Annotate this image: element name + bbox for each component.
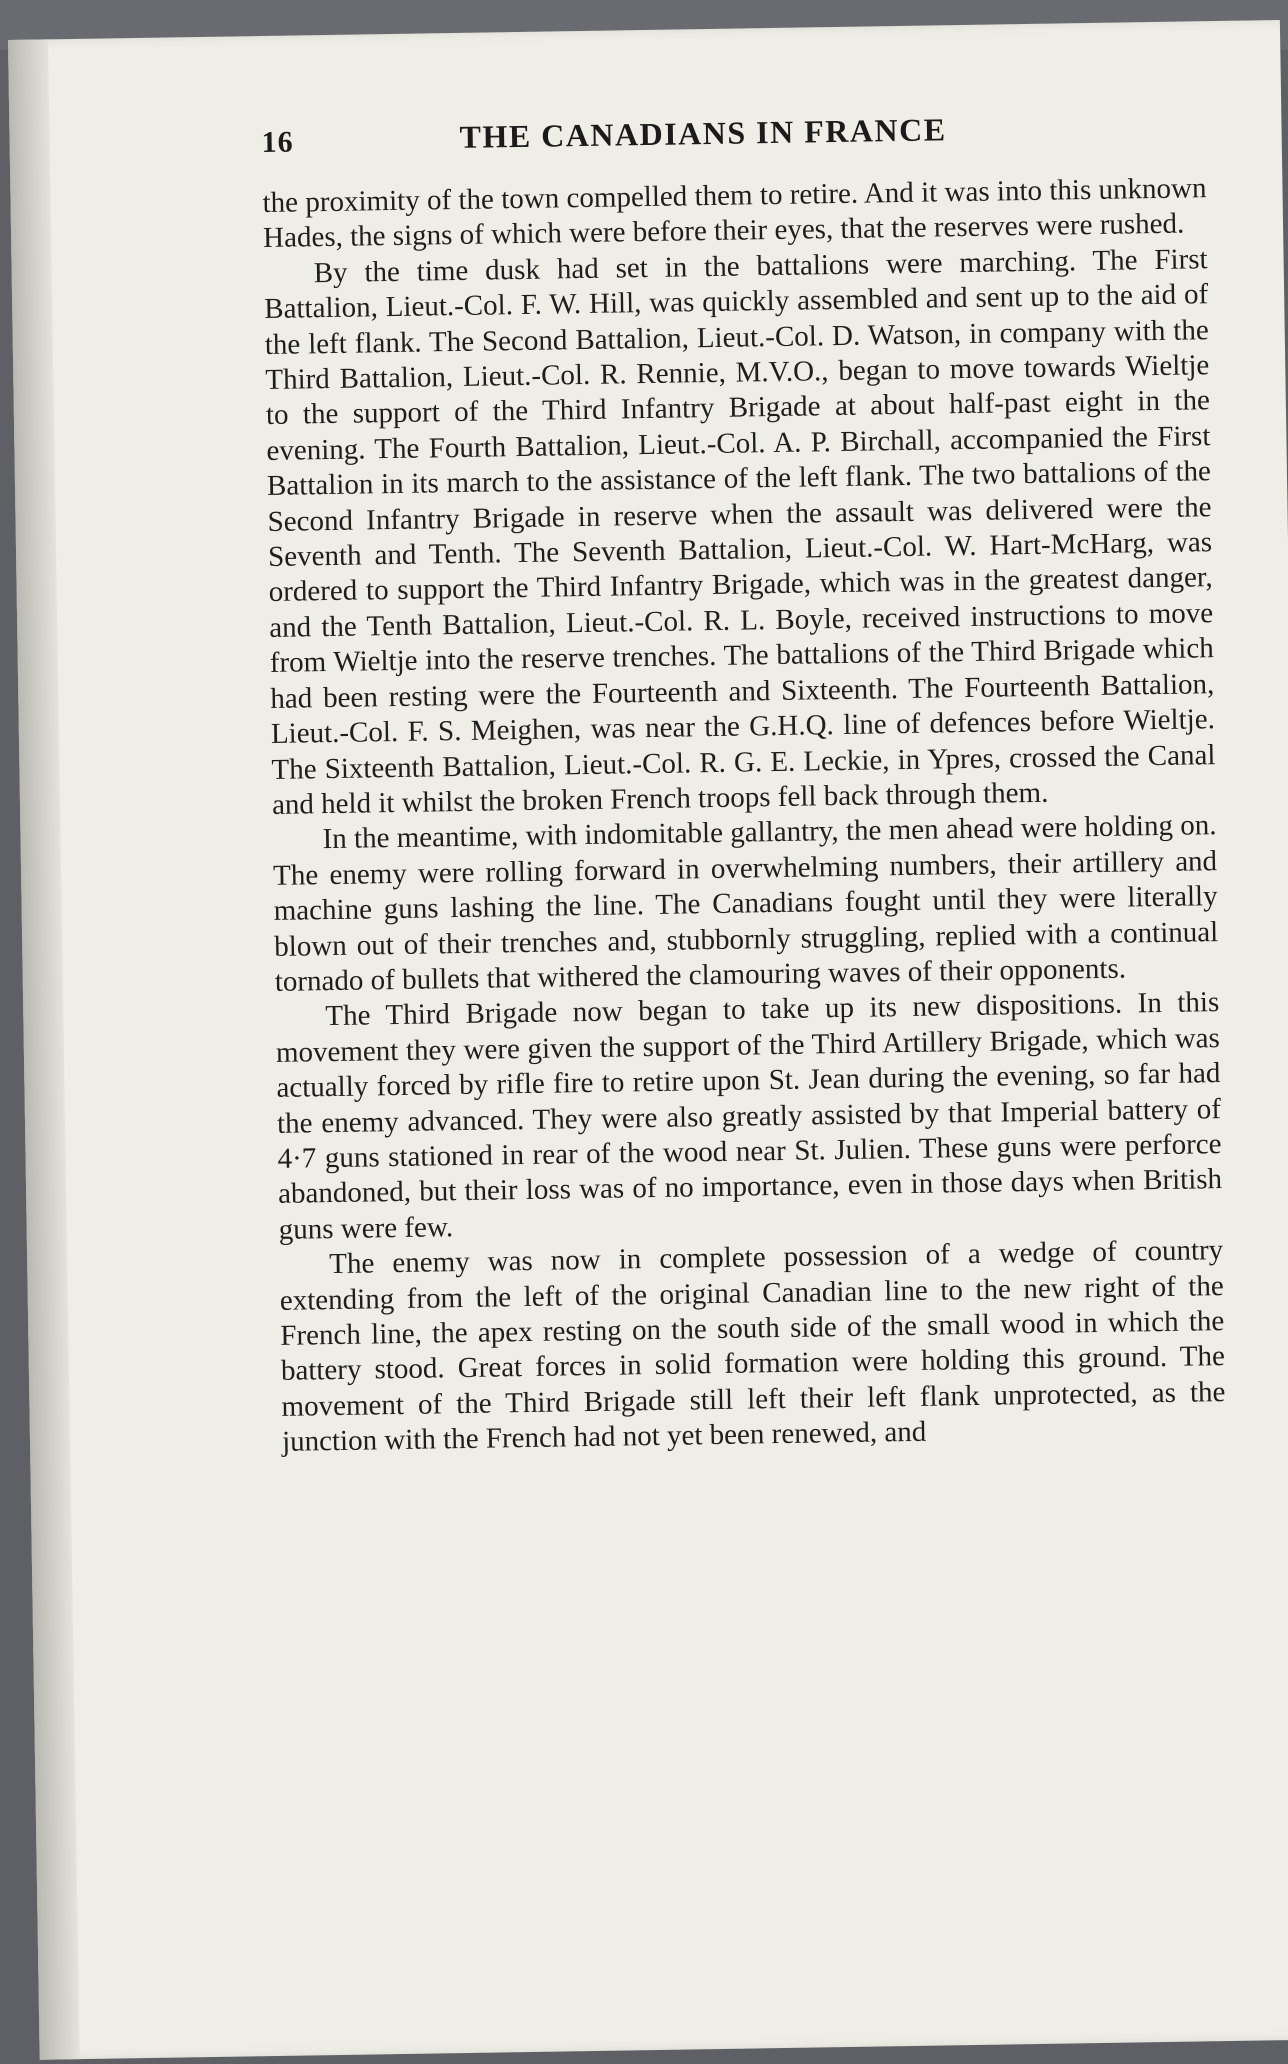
book-page [8,20,1288,2060]
body-text [262,171,1226,1460]
paragraph-enemy-wedge: The enemy was now in complete possession of a wedge of country extending from the left of the original Canadian line to the new right of the French line, the apex resting on the south side of the small wood in which the battery stood. Great forces in solid formation were holding this ground. The movement of the Third Brigade still left their left flank unprotected, as the junction with the French had not yet been renewed, and [279,1234,1226,1459]
running-head [261,99,1206,174]
paragraph-battalions: By the time dusk had set in the battalions were marching. The First Battalion, Lieut.-Col. F. W. Hill, was quickly assembled and sent up to the aid of the left flank. The Second Battalion, Lieut.-Col. D. Watson, in company with the Third Battalion, Lieut.-Col. R. Rennie, M.V.O., began to move towards Wieltje to the support of the Third Infantry Brigade at about half-past eight in the evening. The Fourth Battalion, Lieut.-Col. A. P. Birchall, accompanied the First Battalion in its march to the assistance of the left flank. The two battalions of the Second Infantry Brigade in reserve when the assault was delivered were the Seventh and Tenth. The Seventh Battalion, Lieut.-Col. W. Hart-McHarg, was ordered to support the Third Infantry Brigade, which was in the greatest danger, and the Tenth Battalion, Lieut.-Col. R. L. Boyle, received instructions to move from Wieltje into the reserve trenches. The battalions of the Third Brigade which had been resting were the Fourteenth and Sixteenth. The Fourteenth Battalion, Lieut.-Col. F. S. Meighen, was near the G.H.Q. line of defences before Wieltje. The Sixteenth Battalion, Lieut.-Col. R. G. E. Leckie, in Ypres, crossed the Canal and held it whilst the broken French troops fell back through them. [264,242,1216,821]
page-gutter-shadow [8,39,80,2059]
page-number: 16 [261,125,294,160]
paragraph-continued: the proximity of the town compelled them to retire. And it was into this unknown Hades, the signs of which were before their eyes, that the reserves were rushed. [262,172,1207,255]
paragraph-third-brigade: The Third Brigade now began to take up its new dispositions. In this movement they were given the support of the Third Artillery Brigade, which was actually forced by rifle fire to retire upon St. Jean during the evening, so far had the enemy advanced. They were also greatly assisted by that Imperial battery of 4·7 guns stationed in rear of the wood near St. Julien. These guns were perforce abandoned, but their loss was of no importance, even in those days when British guns were few. [275,986,1223,1246]
paragraph-meantime: In the meantime, with indomitable gallantry, the men ahead were holding on. The enemy were rolling forward in overwhelming numbers, their artillery and machine guns lashing the line. The Canadians fought until they were literally blown out of their trenches and, stubbornly struggling, replied with a continual tornado of bullets that withered the clamouring waves of their opponents. [272,809,1219,998]
running-title: THE CANADIANS IN FRANCE [459,111,947,155]
